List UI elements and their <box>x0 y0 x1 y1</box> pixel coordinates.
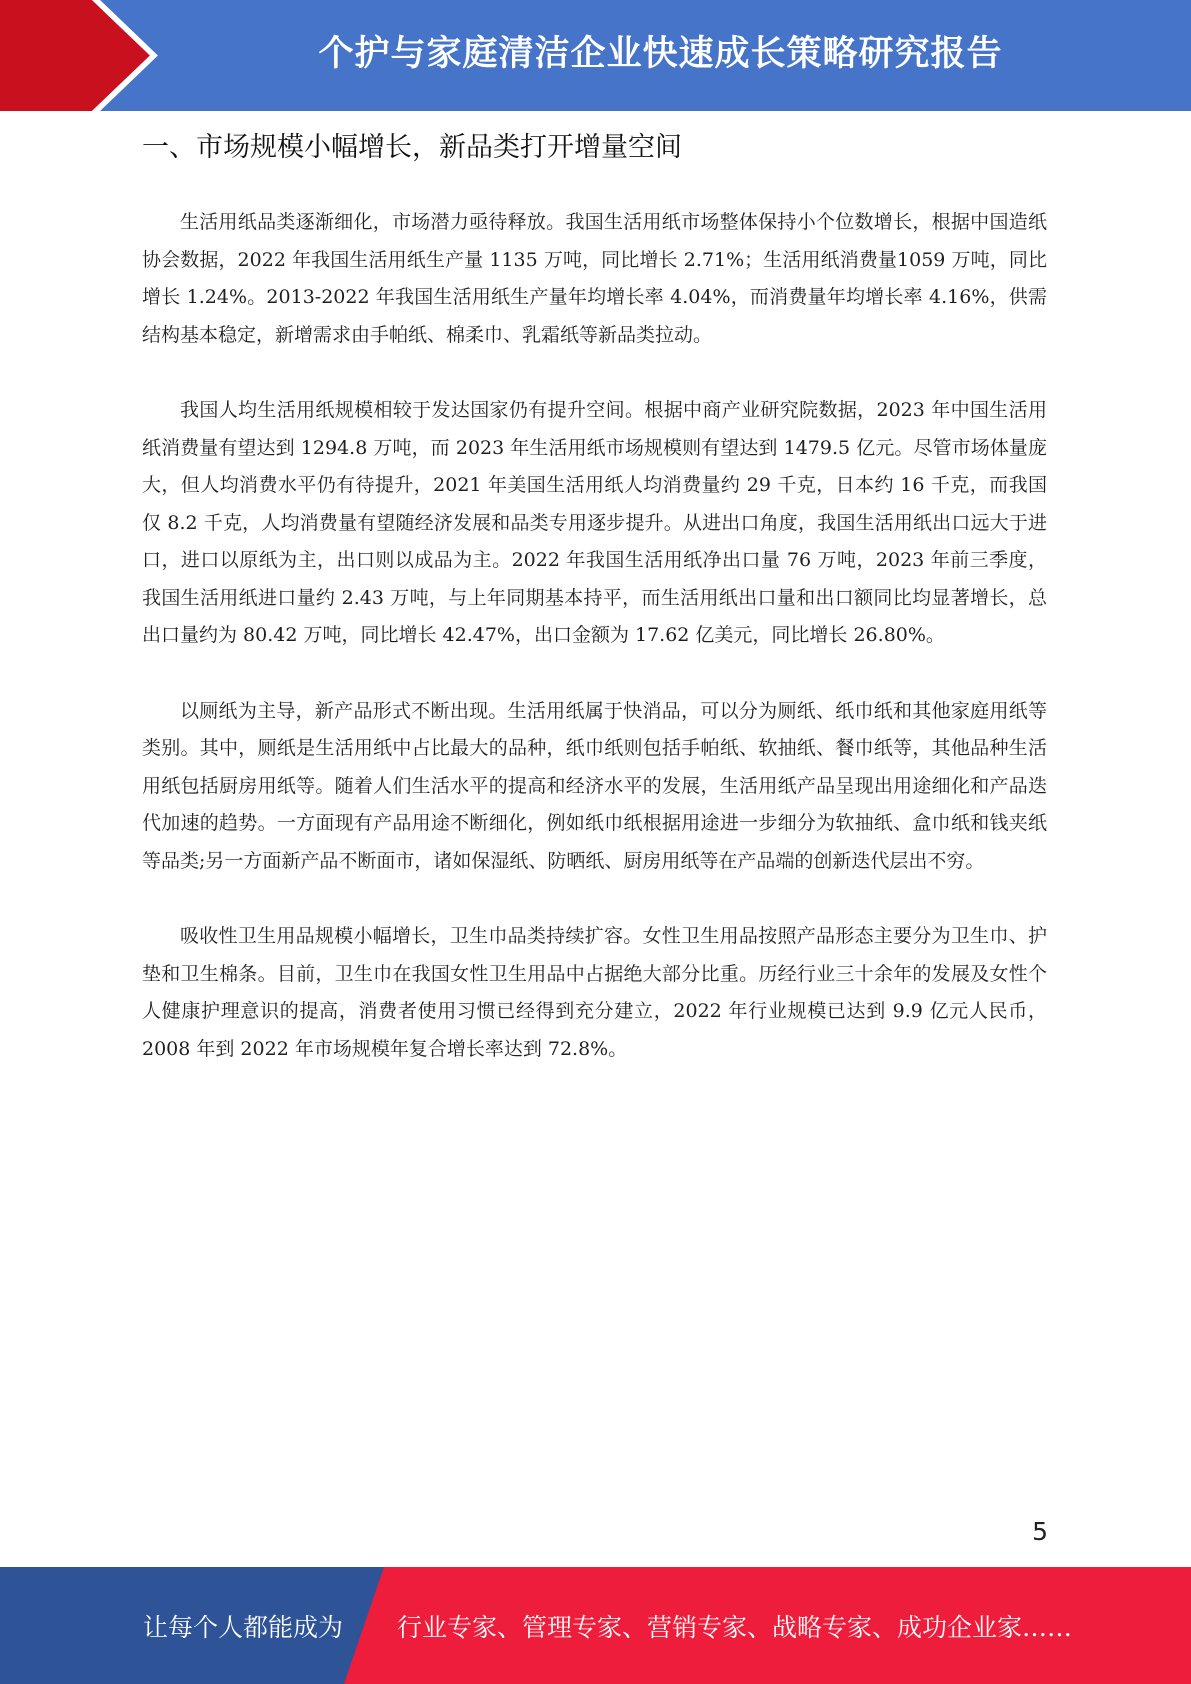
footer-slogan-right: 行业专家、管理专家、营销专家、战略专家、成功企业家…… <box>397 1613 1073 1642</box>
footer-slogan-left: 让每个人都能成为 <box>143 1613 344 1642</box>
footer-band <box>0 1567 1191 1684</box>
main-content <box>142 126 1047 1106</box>
header-chevron-decoration <box>0 0 160 111</box>
paragraph-product-forms: 以厕纸为主导，新产品形式不断出现。生活用纸属于快消品，可以分为厕纸、纸巾纸和其他家庭用纸等类别。其中，厕纸是生活用纸中占比最大的品种，纸巾纸则包括手帕纸、软抽纸、餐巾纸等，其他品种生活用纸包括厨房用纸等。随着人们生活水平的提高和经济水平的发展，生活用纸产品呈现出用途细化和产品迭代加速的趋势。一方面现有产品用途不断细化，例如纸巾纸根据用途进一步细分为软抽纸、盒巾纸和钱夹纸等品类;另一方面新产品不断面市，诸如保湿纸、防晒纸、厨房用纸等在产品端的创新迭代层出不穷。 <box>142 699 1047 872</box>
report-title: 个护与家庭清洁企业快速成长策略研究报告 <box>318 34 1003 74</box>
header-band <box>0 0 1191 111</box>
paragraph-per-capita: 我国人均生活用纸规模相较于发达国家仍有提升空间。根据中商产业研究院数据，2023 年中国生活用纸消费量有望达到 1294.8 万吨，而 2023 年生活用纸市场规模则有望达到 1479.5 亿元。尽管市场体量庞大，但人均消费水平仍有待提升，2021 年美国生活用纸人均消费量约 29 千克，日本约 16 千克，而我国仅 8.2 千克，人均消费量有望随经济发展和品类专用逐步提升。从进出口角度，我国生活用纸出口远大于进口，进口以原纸为主，出口则以成品为主。2022 年我国生活用纸净出口量 76 万吨，2023 年前三季度，我国生活用纸进口量约 2.43 万吨，与上年同期基本持平，而生活用纸出口量和出口额同比均显著增长，总出口量约为 80.42 万吨，同比增长 42.47%，出口金额为 17.62 亿美元，同比增长 26.80%。 <box>142 399 1047 646</box>
paragraph-tissue-market: 生活用纸品类逐渐细化，市场潜力亟待释放。我国生活用纸市场整体保持小个位数增长，根据中国造纸协会数据，2022 年我国生活用纸生产量 1135 万吨，同比增长 2.71%；生活用纸消费量1059 万吨，同比增长 1.24%。2013-2022 年我国生活用纸生产量年均增长率 4.04%，而消费量年均增长率 4.16%，供需结构基本稳定，新增需求由手帕纸、棉柔巾、乳霜纸等新品类拉动。 <box>142 211 1047 346</box>
section-heading: 一、市场规模小幅增长，新品类打开增量空间 <box>142 132 682 163</box>
page-number: 5 <box>1032 1517 1048 1546</box>
paragraph-hygiene-products: 吸收性卫生用品规模小幅增长，卫生巾品类持续扩容。女性卫生用品按照产品形态主要分为卫生巾、护垫和卫生棉条。目前，卫生巾在我国女性卫生用品中占据绝大部分比重。历经行业三十余年的发展及女性个人健康护理意识的提高，消费者使用习惯已经得到充分建立，2022 年行业规模已达到 9.9 亿元人民币，2008 年到 2022 年市场规模年复合增长率达到 72.8%。 <box>142 925 1047 1060</box>
